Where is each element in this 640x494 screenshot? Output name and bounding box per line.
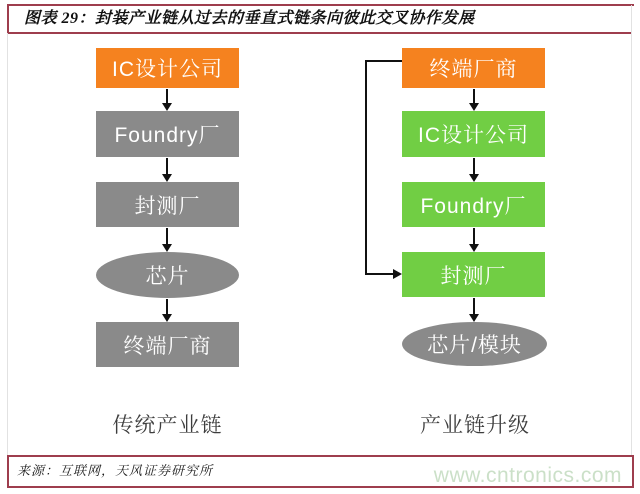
down-arrow-icon [473,158,475,174]
title-bottom-rule [7,32,631,34]
left-border-line [7,33,8,455]
footer-left-border [7,455,9,487]
feedback-loop-arrow-icon [360,52,408,282]
down-arrow-icon [166,228,168,244]
flow-node-right-ic-design: IC设计公司 [402,111,545,157]
footer-right-border [632,455,634,487]
flow-node-left-osat: 封测厂 [96,182,239,227]
caption-traditional-chain: 传统产业链 [112,414,223,437]
down-arrow-icon [166,158,168,174]
source-note: 来源：互联网，天风证券研究所 [17,463,214,478]
footer-top-rule [7,455,634,457]
flow-node-right-chip-module: 芯片/模块 [402,322,547,366]
flow-node-right-terminal: 终端厂商 [402,48,545,88]
flow-node-left-ic-design: IC设计公司 [96,48,239,88]
down-arrow-icon [166,299,168,314]
header-left-border [7,4,9,33]
down-arrow-icon [166,89,168,103]
down-arrow-icon [473,228,475,244]
flow-node-left-chip: 芯片 [96,252,239,298]
flow-node-left-terminal: 终端厂商 [96,322,239,367]
down-arrow-icon [473,298,475,314]
figure-title: 图表 29：封装产业链从过去的垂直式链条向彼此交叉协作发展 [24,10,475,27]
right-border-line [631,5,632,455]
flow-node-right-foundry: Foundry厂 [402,182,545,227]
down-arrow-icon [473,89,475,103]
top-rule [7,4,634,6]
flow-node-left-foundry: Foundry厂 [96,111,239,157]
caption-upgraded-chain: 产业链升级 [420,414,530,437]
flow-node-right-osat: 封测厂 [402,252,545,297]
watermark-url: www.cntronics.com [433,464,622,487]
